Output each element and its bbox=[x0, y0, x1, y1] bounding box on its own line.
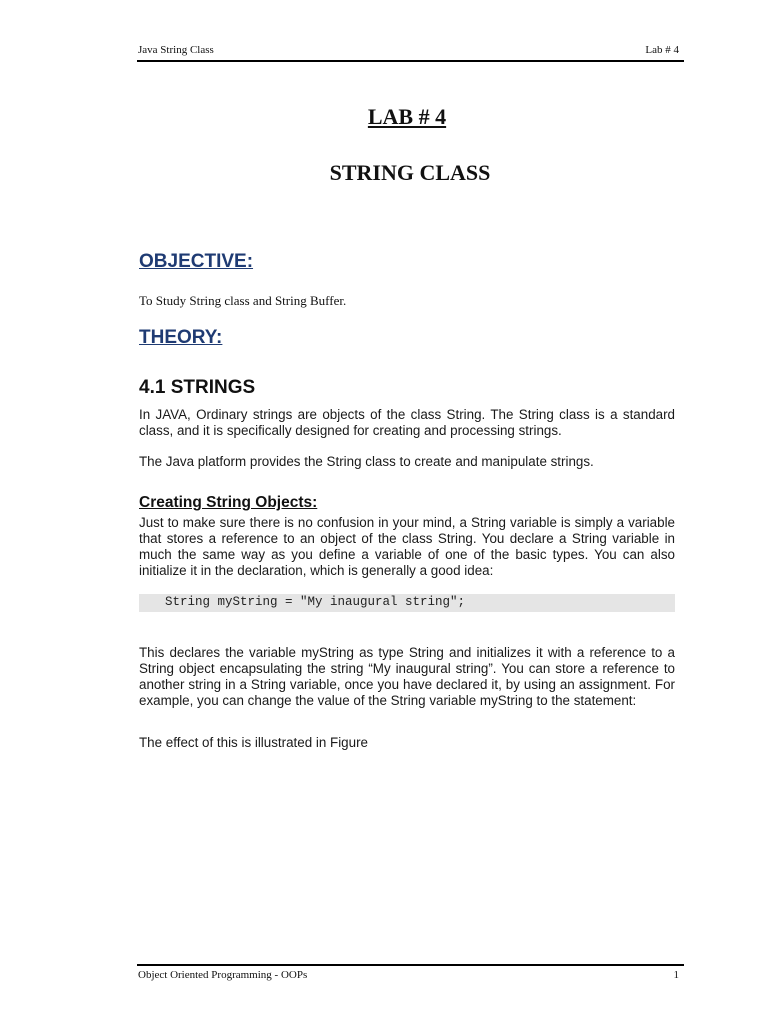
subsection-heading: Creating String Objects: bbox=[139, 494, 318, 511]
subject-title: STRING CLASS bbox=[329, 160, 491, 185]
page-number: 1 bbox=[673, 969, 679, 981]
header-doc-title: Java String Class bbox=[138, 44, 214, 56]
footer-course: Object Oriented Programming - OOPs bbox=[138, 969, 308, 981]
code-line: String myString = "My inaugural string"; bbox=[165, 595, 466, 609]
paragraph-figure-ref: The effect of this is illustrated in Figure bbox=[139, 735, 368, 750]
page-header bbox=[137, 44, 684, 62]
paragraph-declaration: This declares the variable myString as type String and initializes it with a reference to a String object encapsulating the string “My inaugural string”. You can store a reference to another string in a String variable, once you have declared it, by using an assignment. For example, you can change the value of the String variable myString to the statement: bbox=[139, 645, 675, 708]
section-heading: 4.1 STRINGS bbox=[139, 377, 256, 398]
paragraph-intro: In JAVA, Ordinary strings are objects of the class String. The String class is a standard class, and it is specifically designed for creating and processing strings. bbox=[139, 407, 675, 438]
theory-heading: THEORY: bbox=[139, 327, 223, 348]
paragraph-platform: The Java platform provides the String class to create and manipulate strings. bbox=[139, 454, 594, 469]
code-block bbox=[139, 594, 675, 612]
lab-title: LAB # 4 bbox=[367, 104, 447, 129]
objective-heading: OBJECTIVE: bbox=[139, 251, 254, 272]
paragraph-creating: Just to make sure there is no confusion in your mind, a String variable is simply a variable that stores a reference to an object of the class String. You declare a String variable in much the same way as you define a variable of one of the basic types. You can also initialize it in the declaration, which is generally a good idea: bbox=[139, 515, 675, 578]
header-lab-number: Lab # 4 bbox=[645, 44, 679, 56]
objective-text: To Study String class and String Buffer. bbox=[139, 293, 347, 308]
page-footer bbox=[137, 964, 684, 984]
